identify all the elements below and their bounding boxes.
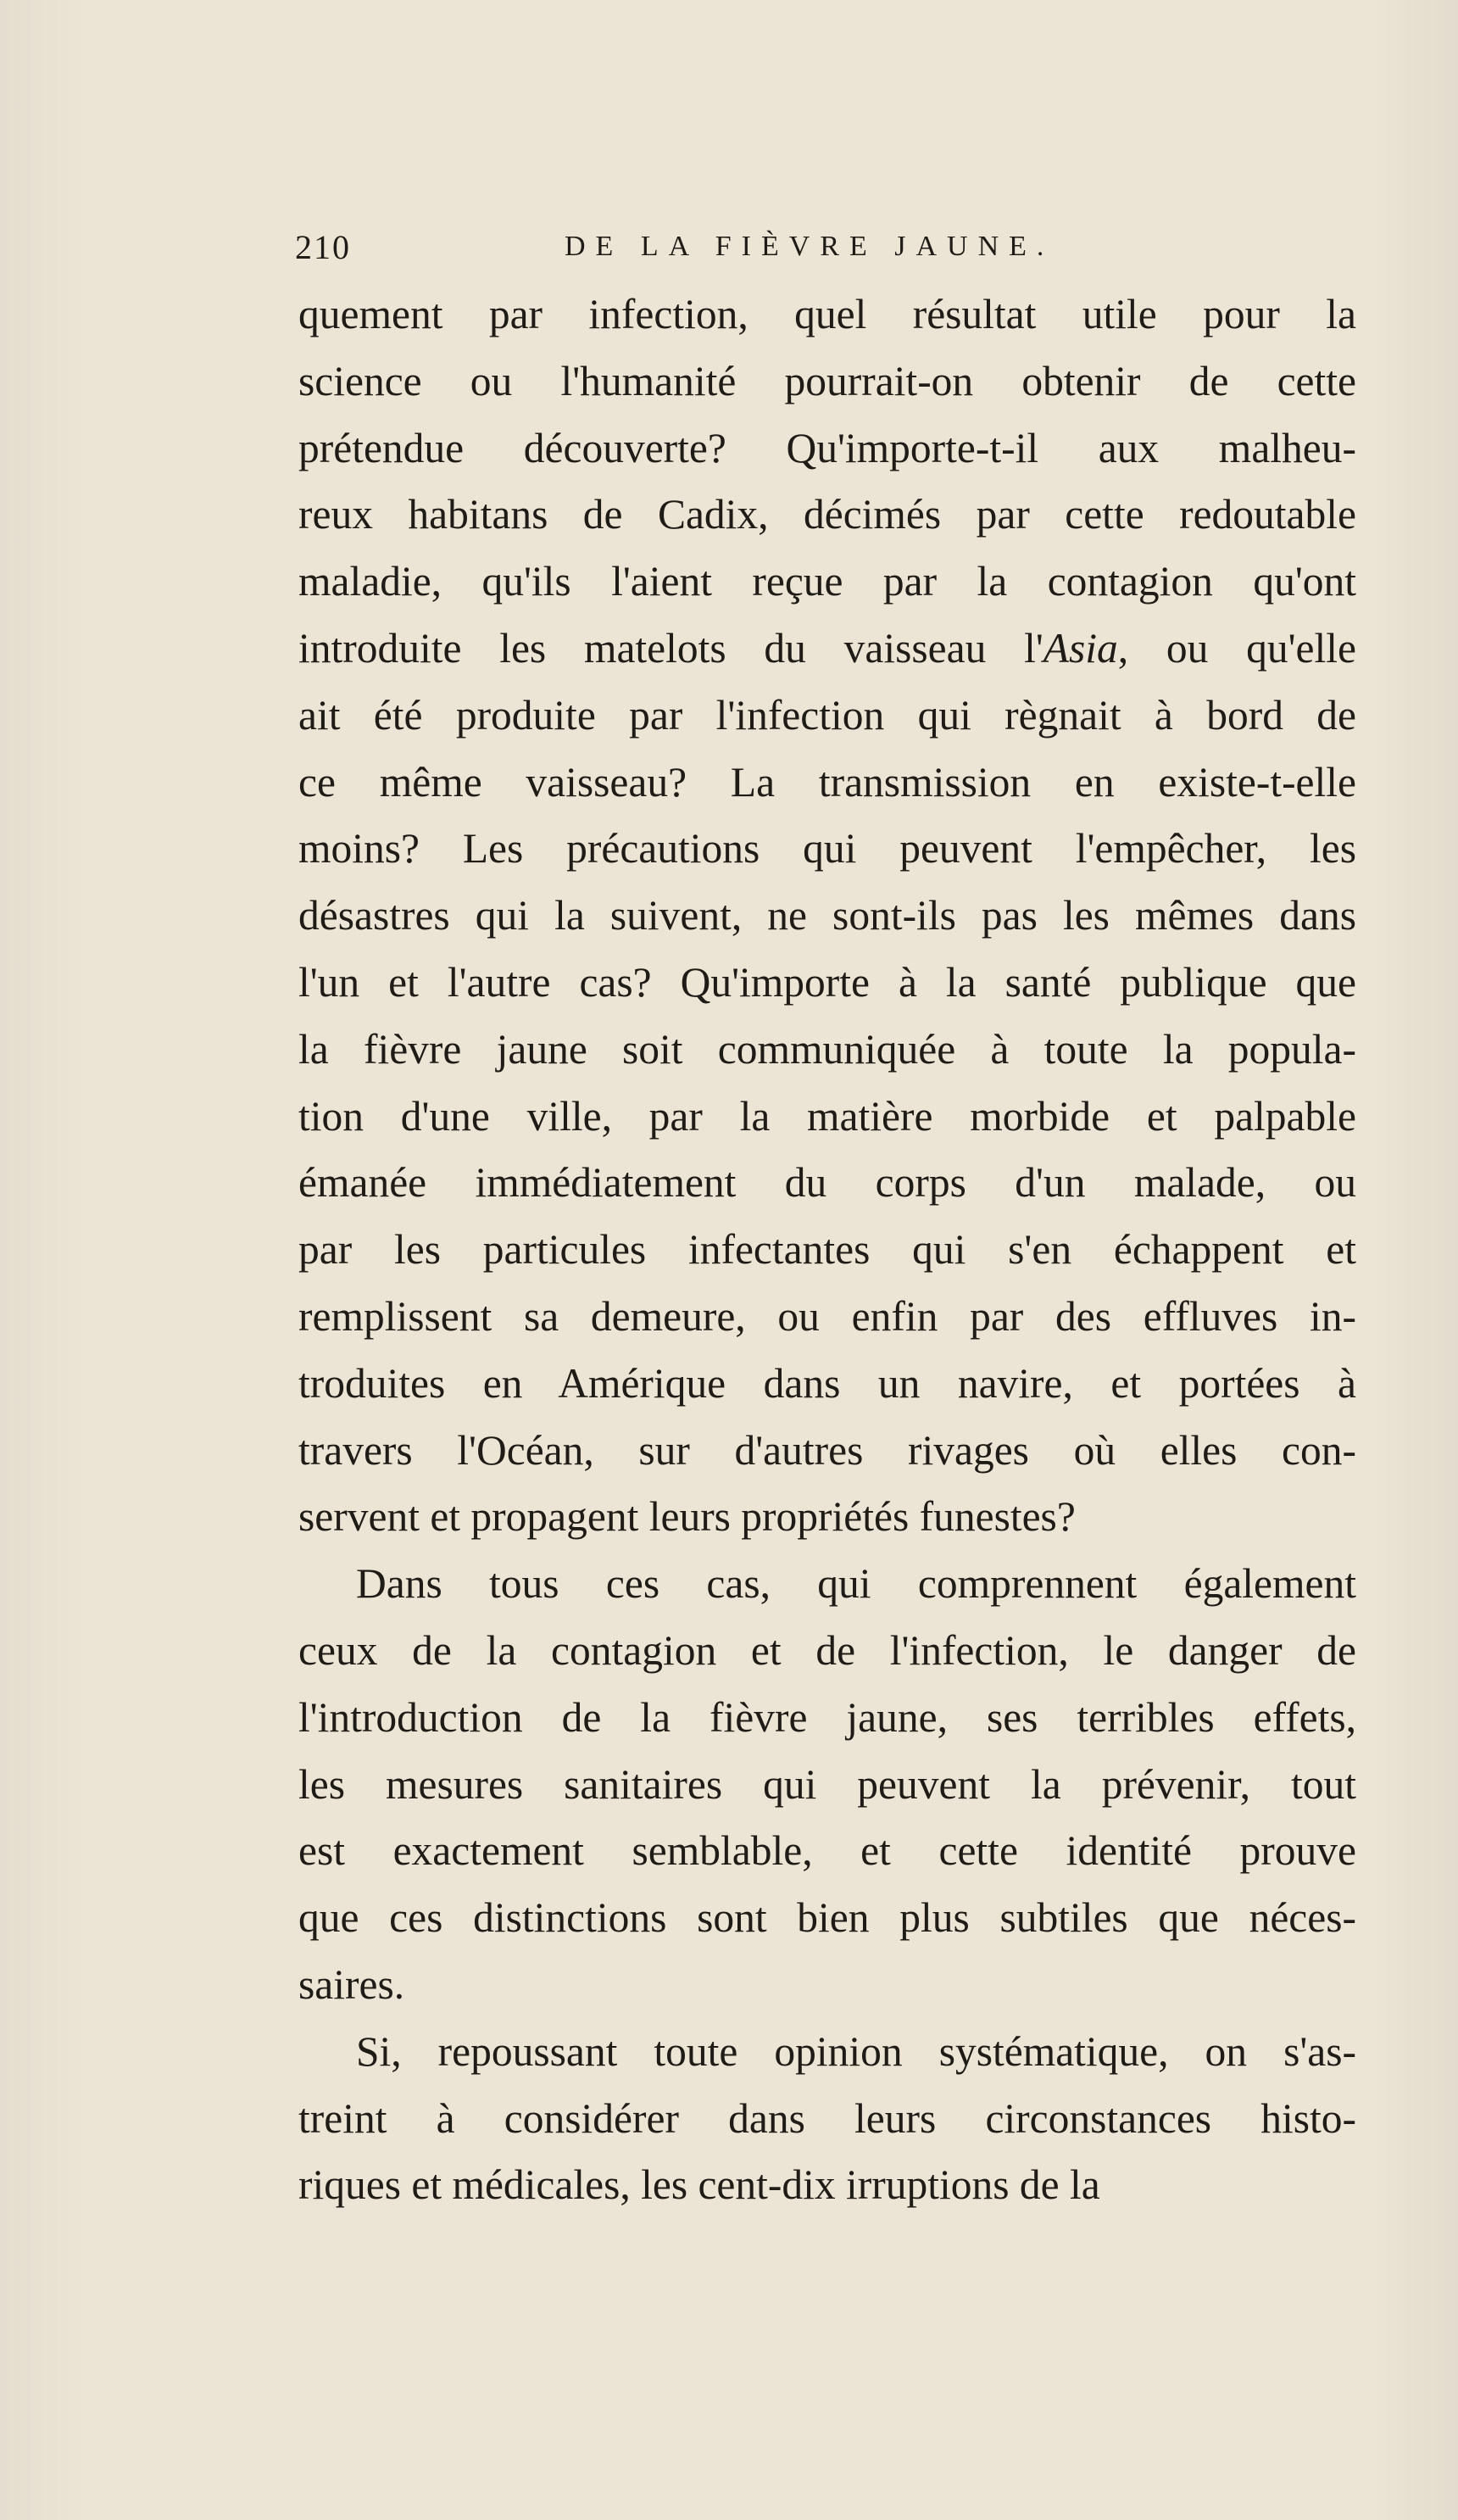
text-line: troduites en Amérique dans un navire, et portées à <box>298 1359 1356 1407</box>
page-number: 210 <box>295 228 351 266</box>
text-line: saires. <box>298 1960 405 2008</box>
text-line: travers l'Océan, sur d'autres rivages où elles con- <box>298 1426 1356 1474</box>
paragraph <box>298 2019 1356 2219</box>
text-line: moins? Les précautions qui peuvent l'empêcher, les <box>298 825 1356 873</box>
text-line: riques et médicales, les cent-dix irruptions de la <box>298 2161 1100 2209</box>
text-line: par les particules infectantes qui s'en échappent et <box>298 1226 1356 1274</box>
text-line: désastres qui la suivent, ne sont-ils pas les mêmes dans <box>298 892 1356 939</box>
text-line: quement par infection, quel résultat utile pour la <box>298 291 1356 337</box>
paragraph <box>298 1551 1356 2019</box>
text-line: l'un et l'autre cas? Qu'importe à la santé publique que <box>298 958 1356 1006</box>
text-line: servent et propagent leurs propriétés funestes? <box>298 1493 1076 1541</box>
text-line: émanée immédiatement du corps d'un malade, ou <box>298 1159 1356 1207</box>
text-line: Dans tous ces cas, qui comprennent également <box>356 1560 1356 1608</box>
text-line: science ou l'humanité pourrait-on obtenir de cette <box>298 357 1356 404</box>
text-line: tion d'une ville, par la matière morbide et palpable <box>298 1092 1356 1140</box>
paragraph <box>298 282 1356 1551</box>
page-header <box>295 227 1431 278</box>
text-line: la fièvre jaune soit communiquée à toute la popula- <box>298 1025 1356 1073</box>
text-line: l'introduction de la fièvre jaune, ses terribles effets, <box>298 1693 1356 1741</box>
running-title: DE LA FIÈVRE JAUNE. <box>565 231 1055 262</box>
text-line: Si, repoussant toute opinion systématique, on s'as- <box>356 2027 1356 2075</box>
body-text <box>298 282 1356 2219</box>
text-line: remplissent sa demeure, ou enfin par des effluves in- <box>298 1292 1356 1340</box>
text-line: ce même vaisseau? La transmission en existe-t-elle <box>298 758 1356 806</box>
text-line: treint à considérer dans leurs circonstances histo- <box>298 2094 1356 2142</box>
text-line: prétendue découverte? Qu'importe-t-il aux malheu- <box>298 424 1356 471</box>
text-line: introduite les matelots du vaisseau l'Asia, ou qu'elle <box>298 624 1356 672</box>
text-line: les mesures sanitaires qui peuvent la prévenir, tout <box>298 1760 1356 1808</box>
text-line: que ces distinctions sont bien plus subtiles que néces- <box>298 1894 1356 1942</box>
text-line: ceux de la contagion et de l'infection, le danger de <box>298 1626 1356 1674</box>
text-line: reux habitans de Cadix, décimés par cette redoutable <box>298 491 1356 538</box>
text-line: ait été produite par l'infection qui règnait à bord de <box>298 691 1356 739</box>
text-line: maladie, qu'ils l'aient reçue par la contagion qu'ont <box>298 558 1356 605</box>
text-line: est exactement semblable, et cette identité prouve <box>298 1827 1356 1875</box>
